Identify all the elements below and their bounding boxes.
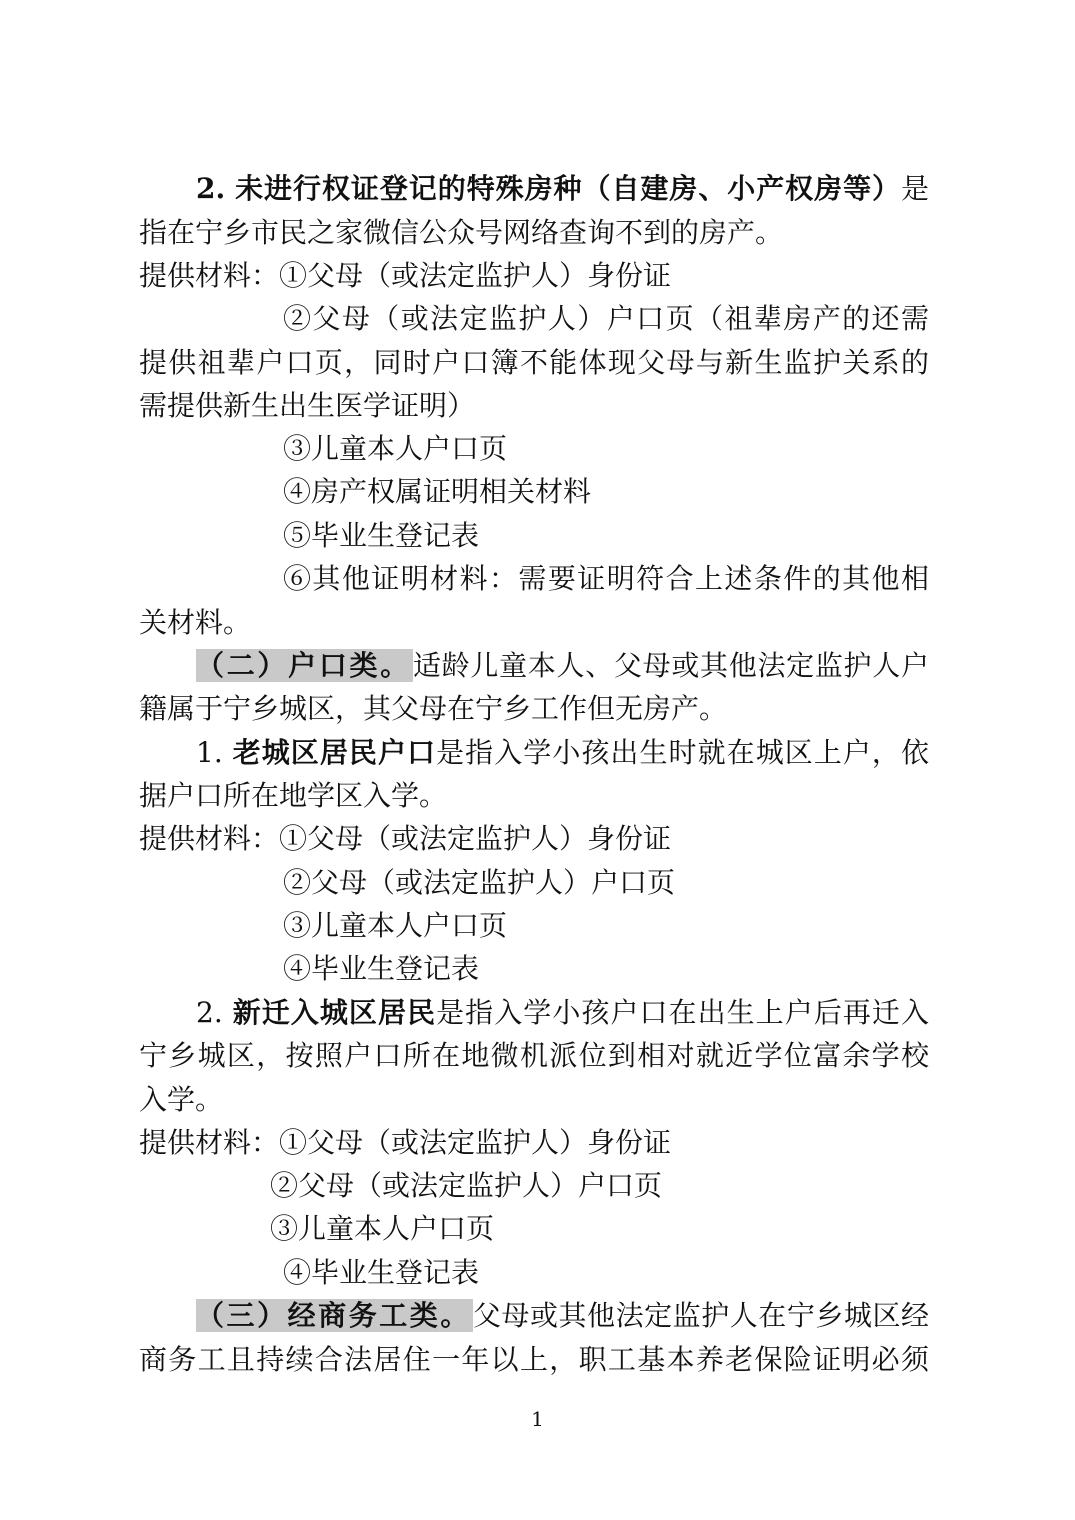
materials-line xyxy=(139,256,929,296)
material-item: ③儿童本人户口页 xyxy=(283,432,508,465)
section-heading: （二）户口类。 xyxy=(196,649,411,682)
item-title: 未进行权证登记的特殊房种（自建房、小产权房等） xyxy=(235,172,901,205)
material-item: ①父母（或法定监护人）身份证 xyxy=(279,1126,672,1159)
material-item: ②父母（或法定监护人）户口页 xyxy=(283,866,676,899)
materials-line xyxy=(139,1123,929,1163)
old-city-heading: 1. 老城区居民户口是指入学小孩出生时就在城区上户，依 xyxy=(196,736,929,769)
material-item: ④房产权属证明相关材料 xyxy=(283,475,592,508)
material-item: ⑥其他证明材料：需要证明符合上述条件的其他相 xyxy=(283,562,929,595)
material-item: ①父母（或法定监护人）身份证 xyxy=(279,822,672,855)
material-item: ⑤毕业生登记表 xyxy=(283,519,480,552)
material-item: ④毕业生登记表 xyxy=(283,952,480,985)
paragraph-line: 关材料。 xyxy=(139,606,252,639)
materials-label: 提供材料： xyxy=(139,1126,280,1159)
material-item: ③儿童本人户口页 xyxy=(283,909,508,942)
material-item: ③儿童本人户口页 xyxy=(270,1212,495,1245)
item-number: 1. xyxy=(196,736,223,769)
paragraph-line: 商务工且持续合法居住一年以上，职工基本养老保险证明必须 xyxy=(139,1343,929,1376)
paragraph-line: 宁乡城区，按照户口所在地微机派位到相对就近学位富余学校 xyxy=(139,1039,929,1072)
materials-label: 提供材料： xyxy=(139,822,280,855)
new-resident-heading: 2. 新迁入城区居民是指入学小孩户口在出生上户后再迁入 xyxy=(196,996,929,1029)
business-heading-line: （三）经商务工类。父母或其他法定监护人在宁乡城区经 xyxy=(196,1299,929,1332)
paragraph-line: 提供祖辈户口页，同时户口簿不能体现父母与新生监护关系的 xyxy=(139,346,929,379)
item-number: 2. xyxy=(196,996,223,1029)
item-title: 老城区居民户口 xyxy=(232,736,437,769)
material-item: ②父母（或法定监护人）户口页 xyxy=(270,1169,663,1202)
paragraph-line: 需提供新生出生医学证明） xyxy=(139,389,476,422)
materials-label: 提供材料： xyxy=(139,259,280,292)
page-number: 1 xyxy=(531,1407,544,1431)
material-item: ④毕业生登记表 xyxy=(283,1256,480,1289)
household-heading-line: （二）户口类。适龄儿童本人、父母或其他法定监护人户 xyxy=(196,649,929,682)
item-number: 2. xyxy=(196,172,226,205)
section-heading: （三）经商务工类。 xyxy=(196,1299,471,1332)
paragraph-line: 籍属于宁乡城区，其父母在宁乡工作但无房产。 xyxy=(139,692,728,725)
paragraph-line: 指在宁乡市民之家微信公众号网络查询不到的房产。 xyxy=(139,216,784,249)
materials-line xyxy=(139,819,929,859)
special-housing-heading: 2. 未进行权证登记的特殊房种（自建房、小产权房等）是 xyxy=(196,172,929,205)
paragraph-line: 据户口所在地学区入学。 xyxy=(139,779,448,812)
material-item: ①父母（或法定监护人）身份证 xyxy=(279,259,672,292)
material-item: ②父母（或法定监护人）户口页（祖辈房产的还需 xyxy=(283,302,929,335)
paragraph-line: 入学。 xyxy=(139,1083,224,1116)
item-title: 新迁入城区居民 xyxy=(232,996,437,1029)
